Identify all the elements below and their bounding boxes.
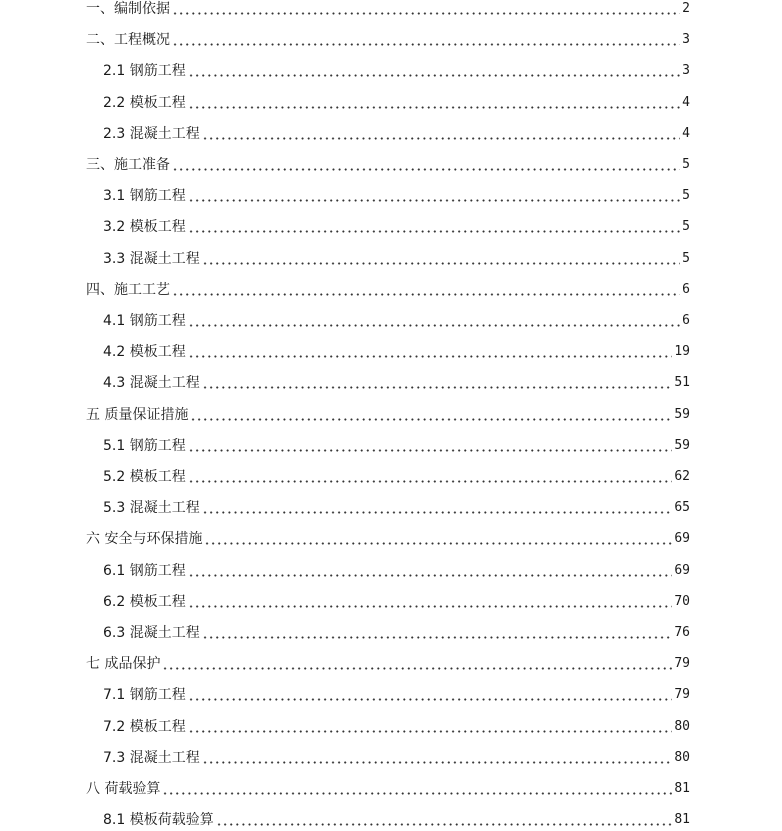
toc-page-number: 79: [674, 687, 690, 703]
toc-dot-leader: [188, 61, 680, 81]
toc-page-number: 5: [682, 250, 690, 266]
toc-dot-leader: [172, 30, 680, 50]
toc-page-number: 80: [674, 718, 690, 734]
toc-subsection-entry[interactable]: [103, 93, 690, 113]
toc-entry-title: 5.2 模板工程: [103, 469, 186, 485]
toc-page-number: 81: [674, 781, 690, 796]
toc-subsection-entry[interactable]: [103, 467, 690, 487]
toc-entry-title: 六 安全与环保措施: [86, 531, 203, 548]
toc-page-number: 19: [674, 344, 690, 360]
toc-subsection-entry[interactable]: [103, 717, 690, 737]
toc-page-number: 59: [674, 406, 690, 422]
toc-entry-title: 8.1 模板荷载验算: [103, 812, 214, 829]
toc-entry-title: 3.3 混凝土工程: [103, 250, 200, 267]
toc-entry-title: 6.3 混凝土工程: [103, 625, 200, 641]
toc-entry-title: 4.3 混凝土工程: [103, 375, 200, 392]
toc-section-entry[interactable]: [86, 280, 690, 300]
toc-dot-leader: [202, 124, 680, 144]
toc-page-number: 70: [674, 593, 690, 609]
toc-dot-leader: [202, 498, 673, 518]
toc-section-entry[interactable]: [86, 155, 690, 175]
toc-page-number: 3: [682, 63, 690, 79]
toc-page-number: 69: [674, 562, 690, 578]
toc-dot-leader: [188, 311, 680, 331]
toc-dot-leader: [216, 810, 673, 830]
toc-dot-leader: [188, 685, 673, 705]
toc-page-number: 6: [682, 281, 690, 297]
toc-dot-leader: [188, 93, 680, 113]
toc-page-number: 2: [682, 1, 690, 16]
toc-dot-leader: [204, 529, 672, 549]
toc-subsection-entry[interactable]: [103, 61, 690, 81]
toc-entry-title: 6.1 钢筋工程: [103, 562, 186, 579]
toc-page-number: 76: [674, 625, 690, 640]
toc-subsection-entry[interactable]: [103, 748, 690, 768]
toc-dot-leader: [172, 0, 680, 19]
toc-dot-leader: [190, 405, 672, 425]
toc-entry-title: 八 荷载验算: [86, 781, 161, 797]
toc-entry-title: 二、工程概况: [86, 32, 170, 49]
toc-entry-title: 4.1 钢筋工程: [103, 313, 186, 329]
toc-section-entry[interactable]: [86, 779, 690, 799]
toc-section-entry[interactable]: [86, 405, 690, 425]
toc-dot-leader: [188, 186, 680, 206]
toc-dot-leader: [172, 280, 680, 300]
toc-subsection-entry[interactable]: [103, 498, 690, 518]
toc-entry-title: 5.3 混凝土工程: [103, 500, 200, 517]
toc-page-number: 62: [674, 469, 690, 484]
toc-page-number: 79: [674, 656, 690, 672]
toc-subsection-entry[interactable]: [103, 373, 690, 393]
toc-entry-title: 7.1 钢筋工程: [103, 687, 186, 704]
toc-entry-title: 三、施工准备: [86, 157, 170, 173]
toc-dot-leader: [188, 342, 673, 362]
toc-section-entry[interactable]: [86, 529, 690, 549]
toc-entry-title: 3.2 模板工程: [103, 219, 186, 236]
toc-subsection-entry[interactable]: [103, 561, 690, 581]
toc-subsection-entry[interactable]: [103, 124, 690, 144]
toc-page-number: 51: [674, 375, 690, 391]
toc-subsection-entry[interactable]: [103, 592, 690, 612]
toc-dot-leader: [202, 249, 680, 269]
toc-page-number: 6: [682, 313, 690, 328]
toc-subsection-entry[interactable]: [103, 685, 690, 705]
toc-subsection-entry[interactable]: [103, 436, 690, 456]
toc-dot-leader: [188, 217, 680, 237]
toc-dot-leader: [188, 561, 673, 581]
toc-dot-leader: [202, 748, 673, 768]
toc-section-entry[interactable]: [86, 654, 690, 674]
toc-subsection-entry[interactable]: [103, 311, 690, 331]
toc-subsection-entry[interactable]: [103, 217, 690, 237]
toc-entry-title: 四、施工工艺: [86, 281, 170, 298]
toc-dot-leader: [162, 654, 672, 674]
toc-dot-leader: [188, 592, 673, 612]
toc-page-number: 5: [682, 219, 690, 235]
toc-entry-title: 2.1 钢筋工程: [103, 63, 186, 80]
toc-entry-title: 3.1 钢筋工程: [103, 188, 186, 205]
toc-page-number: 69: [674, 531, 690, 547]
toc-dot-leader: [172, 155, 680, 175]
toc-entry-title: 2.2 模板工程: [103, 94, 186, 111]
toc-dot-leader: [202, 623, 673, 643]
toc-subsection-entry[interactable]: [103, 623, 690, 643]
toc-entry-title: 2.3 混凝土工程: [103, 125, 200, 142]
toc-dot-leader: [188, 717, 673, 737]
toc-page-number: 81: [674, 812, 690, 828]
toc-entry-title: 6.2 模板工程: [103, 593, 186, 610]
toc-dot-leader: [162, 779, 672, 799]
toc-dot-leader: [188, 467, 673, 487]
toc-entry-title: 五 质量保证措施: [86, 406, 189, 423]
toc-page-number: 5: [682, 157, 690, 172]
toc-section-entry[interactable]: [86, 0, 690, 19]
toc-subsection-entry[interactable]: [103, 249, 690, 269]
toc-entry-title: 4.2 模板工程: [103, 344, 186, 361]
toc-subsection-entry[interactable]: [103, 186, 690, 206]
toc-dot-leader: [188, 436, 673, 456]
toc-subsection-entry[interactable]: [103, 342, 690, 362]
toc-entry-title: 一、编制依据: [86, 1, 170, 17]
toc-dot-leader: [202, 373, 673, 393]
toc-entry-title: 七 成品保护: [86, 656, 161, 673]
toc-section-entry[interactable]: [86, 30, 690, 50]
toc-page-number: 5: [682, 188, 690, 204]
toc-page-number: 4: [682, 94, 690, 110]
toc-entry-title: 7.2 模板工程: [103, 718, 186, 735]
toc-entry-title: 5.1 钢筋工程: [103, 437, 186, 454]
toc-page-number: 3: [682, 32, 690, 48]
toc-page-number: 80: [674, 749, 690, 765]
toc-page-number: 65: [674, 500, 690, 516]
toc-page-number: 4: [682, 125, 690, 141]
toc-entry-title: 7.3 混凝土工程: [103, 749, 200, 766]
toc-page-number: 59: [674, 437, 690, 453]
toc-subsection-entry[interactable]: [103, 810, 690, 830]
